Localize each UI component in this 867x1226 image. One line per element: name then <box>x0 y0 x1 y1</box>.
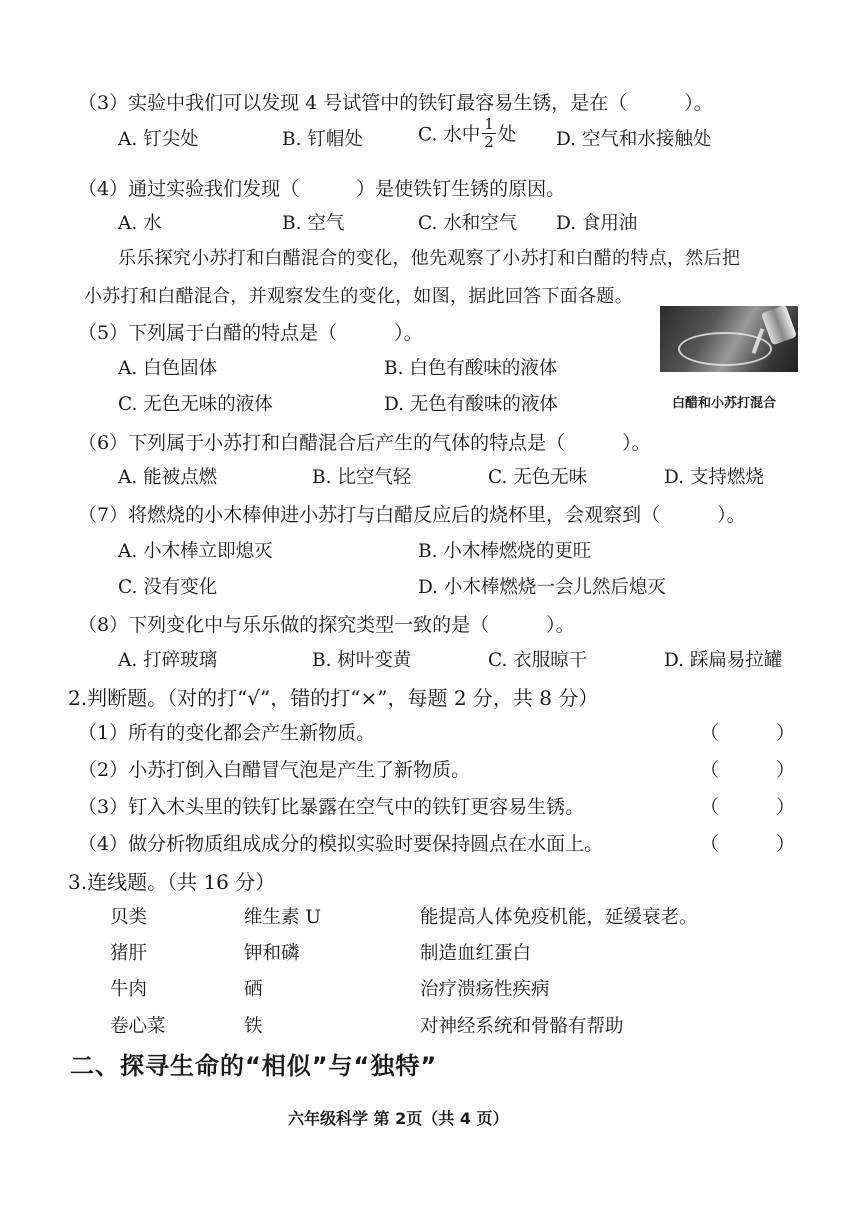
q8-option-b: B. 树叶变黄 <box>312 650 412 671</box>
page-footer: 六年级科学 第 2页（共 4 页） <box>288 1109 509 1128</box>
q6-option-a: A. 能被点燃 <box>118 467 218 488</box>
question-4: （4）通过实验我们发现（ ）是使铁钉生锈的原因。 <box>78 178 566 200</box>
q3-option-d: D. 空气和水接触处 <box>556 129 712 150</box>
q8-option-a: A. 打碎玻璃 <box>118 650 218 671</box>
judge-item-4: （4）做分析物质组成成分的模拟实验时要保持圆点在水面上。 <box>78 833 604 855</box>
match-effect-4: 对神经系统和骨骼有帮助 <box>420 1016 624 1037</box>
match-nutrient-1: 维生素 U <box>244 907 321 928</box>
q6-option-c: C. 无色无味 <box>488 467 588 488</box>
question-6: （6）下列属于小苏打和白醋混合后产生的气体的特点是（ ）。 <box>78 432 651 454</box>
judge-blank-1[interactable]: （ ） <box>700 722 796 744</box>
bottle-shape <box>761 306 797 345</box>
q5-option-a: A. 白色固体 <box>118 358 218 379</box>
q3-option-a: A. 钉尖处 <box>118 129 199 150</box>
judge-item-1: （1）所有的变化都会产生新物质。 <box>78 722 376 744</box>
judge-item-2: （2）小苏打倒入白醋冒气泡是产生了新物质。 <box>78 759 471 781</box>
question-5: （5）下列属于白醋的特点是（ ）。 <box>78 322 423 344</box>
match-effect-3: 治疗溃疡性疾病 <box>420 979 550 1000</box>
q8-option-c: C. 衣服晾干 <box>488 650 588 671</box>
judge-section-title: 2.判断题。（对的打“√”，错的打“×”，每题 2 分，共 8 分） <box>68 686 599 710</box>
fraction-denominator: 2 <box>484 133 494 151</box>
q3-option-c <box>418 116 516 151</box>
fraction-numerator: 1 <box>484 115 494 133</box>
question-7: （7）将燃烧的小木棒伸进小苏打与白醋反应后的烧杯里，会观察到（ ）。 <box>78 504 746 526</box>
q5-option-b: B. 白色有酸味的液体 <box>384 358 558 379</box>
judge-item-3: （3）钉入木头里的铁钉比暴露在空气中的铁钉更容易生锈。 <box>78 796 585 818</box>
judge-blank-3[interactable]: （ ） <box>700 796 796 818</box>
q7-option-c: C. 没有变化 <box>118 577 218 598</box>
q8-option-d: D. 踩扁易拉罐 <box>664 650 783 671</box>
photo-caption: 白醋和小苏打混合 <box>672 396 777 411</box>
section-2-heading: 二、探寻生命的“相似”与“独特” <box>70 1052 438 1080</box>
intro-line-1: 乐乐探究小苏打和白醋混合的变化，他先观察了小苏打和白醋的特点，然后把 <box>118 248 741 269</box>
one-half-fraction <box>482 116 496 151</box>
q3-option-b: B. 钉帽处 <box>282 129 363 150</box>
judge-blank-4[interactable]: （ ） <box>700 833 796 855</box>
q5-option-d: D. 无色有酸味的液体 <box>384 394 558 415</box>
q4-option-b: B. 空气 <box>282 213 345 234</box>
match-food-4: 卷心菜 <box>110 1016 166 1037</box>
match-section-title: 3.连线题。（共 16 分） <box>68 870 276 894</box>
q6-option-d: D. 支持燃烧 <box>664 467 764 488</box>
match-effect-2: 制造血红蛋白 <box>420 943 532 964</box>
q7-option-d: D. 小木棒燃烧一会儿然后熄灭 <box>418 577 666 598</box>
question-3: （3）实验中我们可以发现 4 号试管中的铁钉最容易生锈，是在（ ）。 <box>78 92 713 114</box>
vinegar-baking-soda-photo <box>660 306 798 372</box>
q4-option-a: A. 水 <box>118 213 162 234</box>
match-nutrient-3: 硒 <box>244 979 263 1000</box>
match-nutrient-2: 钾和磷 <box>244 943 300 964</box>
judge-blank-2[interactable]: （ ） <box>700 759 796 781</box>
match-effect-1: 能提高人体免疫机能，延缓衰老。 <box>420 907 698 928</box>
q5-option-c: C. 无色无味的液体 <box>118 394 273 415</box>
q6-option-b: B. 比空气轻 <box>312 467 412 488</box>
q3-option-c-suffix: 处 <box>497 124 517 146</box>
q4-option-d: D. 食用油 <box>556 213 638 234</box>
match-food-2: 猪肝 <box>110 943 148 964</box>
q4-option-c: C. 水和空气 <box>418 213 518 234</box>
q3-option-c-prefix: C. 水中 <box>418 124 481 146</box>
q7-option-b: B. 小木棒燃烧的更旺 <box>418 541 592 562</box>
match-food-3: 牛肉 <box>110 979 148 1000</box>
intro-line-2: 小苏打和白醋混合，并观察发生的变化，如图，据此回答下面各题。 <box>84 286 633 307</box>
q7-option-a: A. 小木棒立即熄灭 <box>118 541 273 562</box>
match-food-1: 贝类 <box>110 907 148 928</box>
question-8: （8）下列变化中与乐乐做的探究类型一致的是（ ）。 <box>78 614 575 636</box>
match-nutrient-4: 铁 <box>244 1016 263 1037</box>
